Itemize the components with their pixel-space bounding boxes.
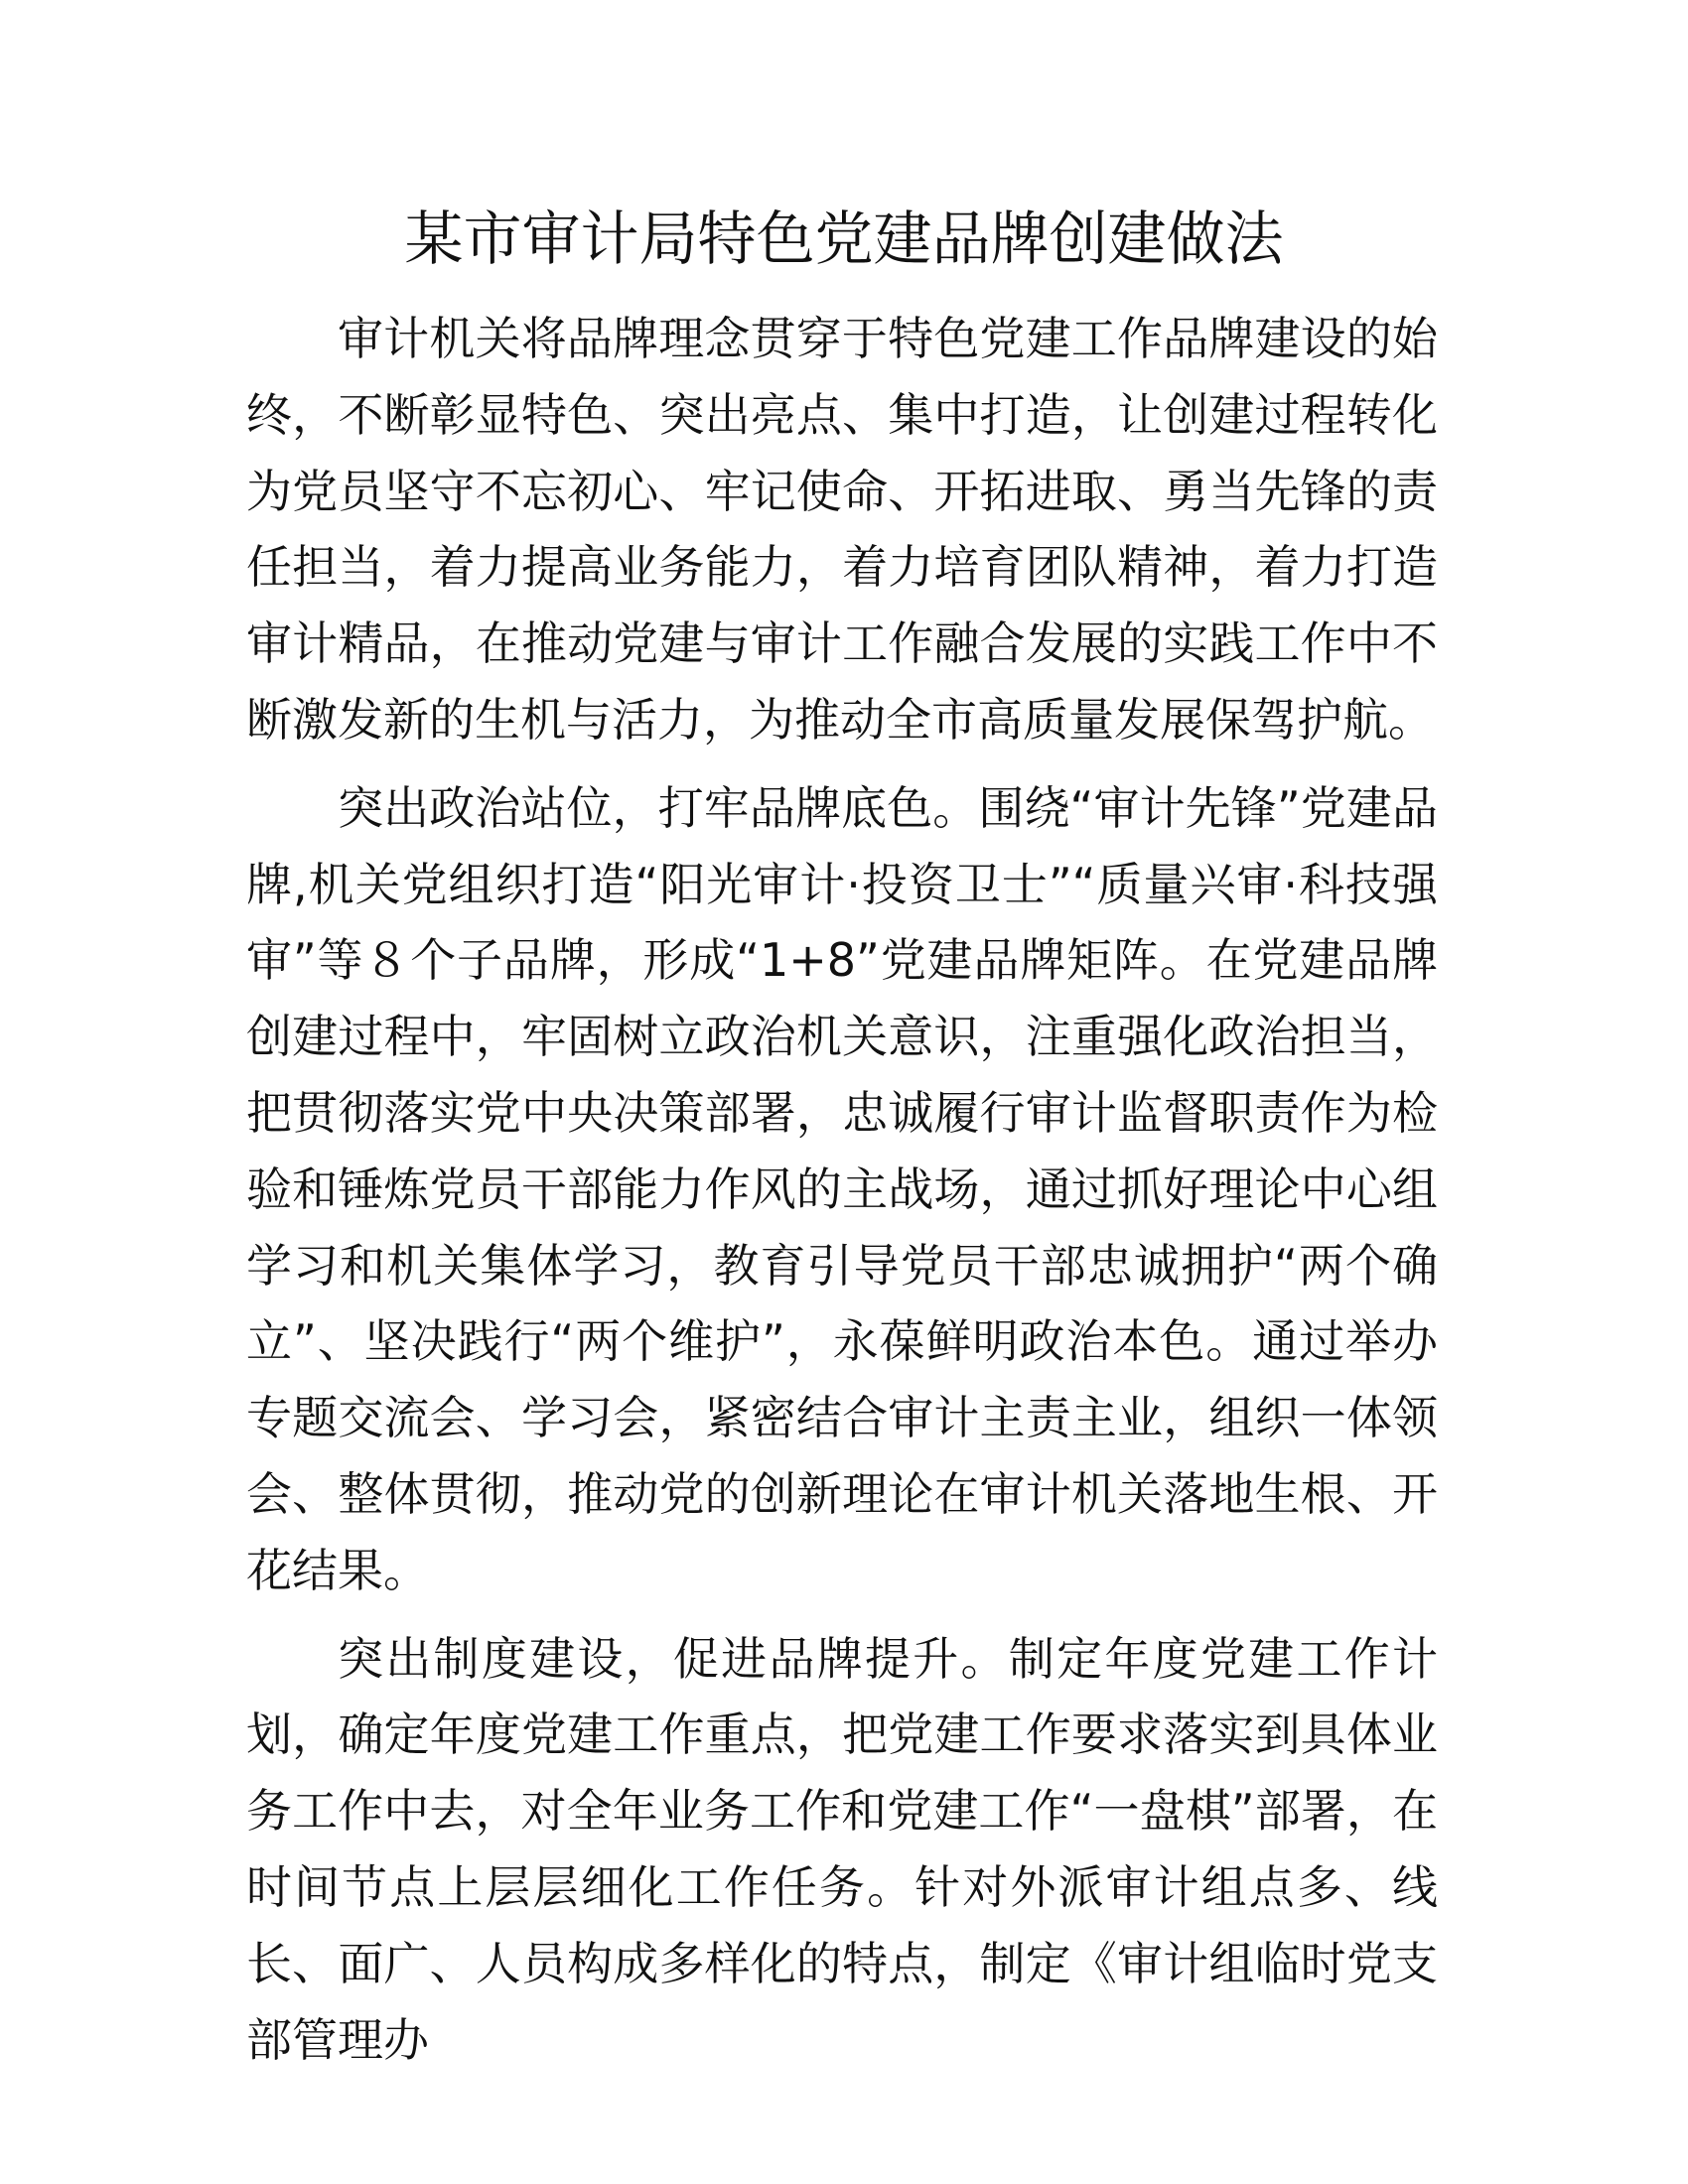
paragraph-intro: 审计机关将品牌理念贯穿于特色党建工作品牌建设的始终，不断彰显特色、突出亮点、集中打造，让创建过程转化为党员坚守不忘初心、牢记使命、开拓进取、勇当先锋的责任担当，着力提高业务能力，着力培育团队精神，着力打造审计精品，在推动党建与审计工作融合发展的实践工作中不断激发新的生机与活力，为推动全市高质量发展保驾护航。 (246, 312, 1438, 747)
paragraph-political-stance: 突出政治站位，打牢品牌底色。围绕“审计先锋”党建品牌,机关党组织打造“阳光审计·投资卫士”“质量兴审·科技强审”等８个子品牌，形成“1+8”党建品牌矩阵。在党建品牌创建过程中，牢固树立政治机关意识，注重强化政治担当，把贯彻落实党中央决策部署，忠诚履行审计监督职责作为检验和锤炼党员干部能力作风的主战场，通过抓好理论中心组学习和机关集体学习，教育引导党员干部忠诚拥护“两个确立”、坚决践行“两个维护”，永葆鲜明政治本色。通过举办专题交流会、学习会，紧密结合审计主责主业，组织一体领会、整体贯彻，推动党的创新理论在审计机关落地生根、开花结果。 (246, 780, 1438, 1597)
document-title: 某市审计局特色党建品牌创建做法 (404, 205, 1284, 273)
document-body (246, 301, 1438, 2078)
paragraph-institution-building: 突出制度建设，促进品牌提升。制定年度党建工作计划，确定年度党建工作重点，把党建工作要求落实到具体业务工作中去，对全年业务工作和党建工作“一盘棋”部署，在时间节点上层层细化工作任务。针对外派审计组点多、线长、面广、人员构成多样化的特点，制定《审计组临时党支部管理办 (246, 1631, 1438, 2067)
